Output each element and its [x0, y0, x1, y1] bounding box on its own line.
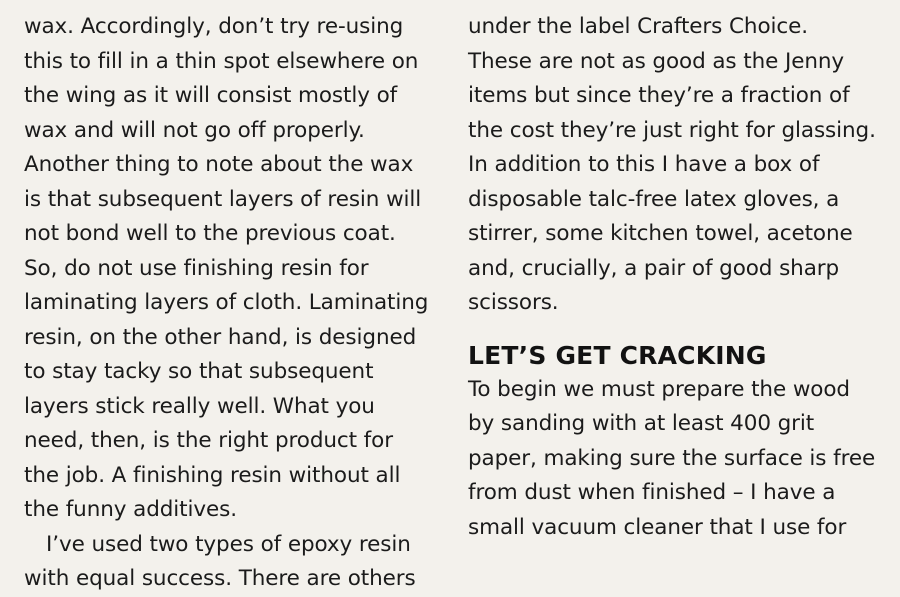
paragraph: I’ve used two types of epoxy resin with equal success. There are others — [24, 531, 416, 591]
right-column — [468, 8, 878, 540]
section-heading: LET’S GET CRACKING — [468, 340, 767, 370]
paragraph: wax. Accordingly, don’t try re-using this to fill in a thin spot elsewhere on the wing as it will consist mostly of wax and will not go off properly. Another thing to note about the wax is that subsequent layers of resin will not bond well to the previous coat. So, do not use finishing resin for laminating layers of cloth. Laminating resin, on the other hand, is designed to stay tacky so that subsequent layers stick really well. What you need, then, is the right product for the job. A finishing resin without all the funny additives. — [24, 14, 429, 522]
paragraph: To begin we must prepare the wood by sanding with at least 400 grit paper, making sure the surface is free from dust when finished – I have a small vacuum cleaner that I use for — [468, 376, 876, 540]
paragraph: under the label Crafters Choice. These are not as good as the Jenny items but since they’re a fraction of the cost they’re just right for glassing. In addition to this I have a box of disposable talc-free latex gloves, a stirrer, some kitchen towel, acetone and, crucially, a pair of good sharp scissors. — [468, 14, 876, 315]
left-column — [24, 8, 434, 591]
